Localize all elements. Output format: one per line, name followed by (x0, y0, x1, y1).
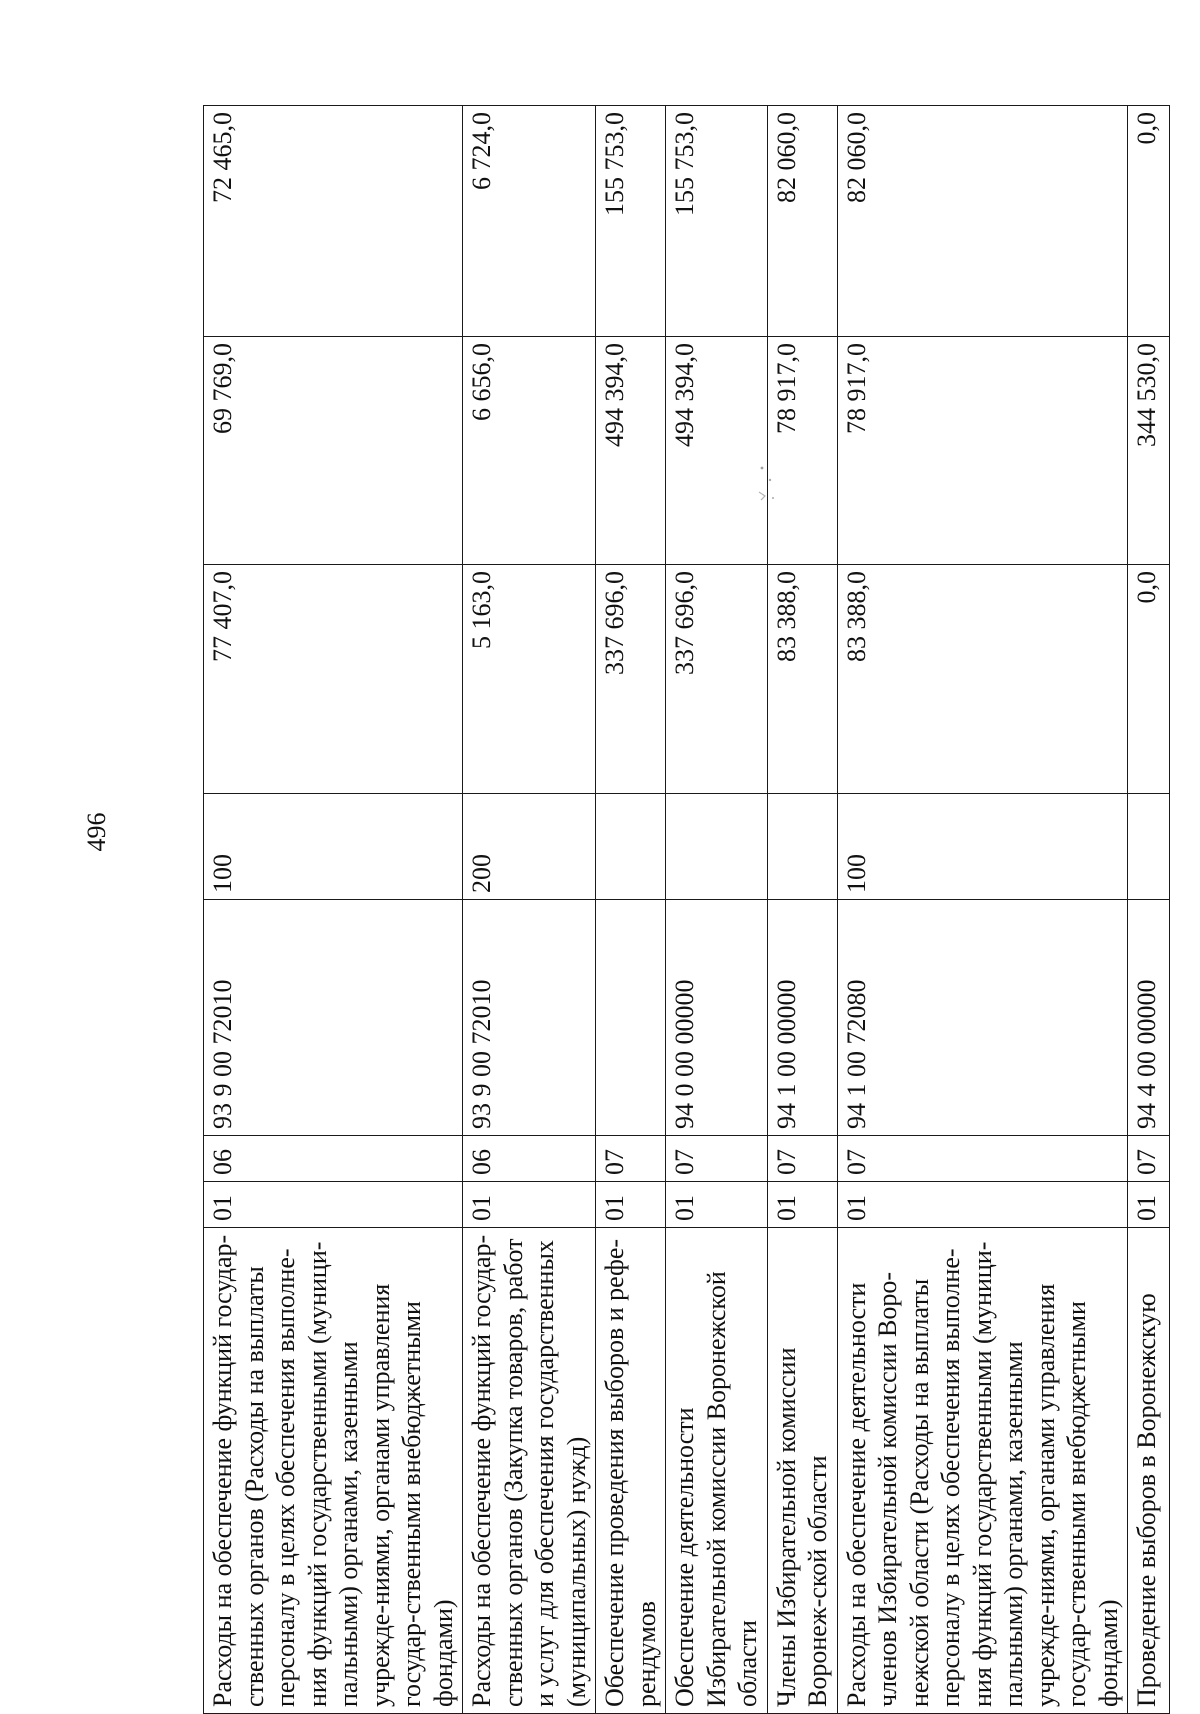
rz-code: 01 (596, 1182, 666, 1228)
amount-1: 83 388,0 (837, 565, 1128, 794)
amount-2: 69 769,0 (204, 337, 463, 565)
table-row (767, 106, 837, 1714)
amount-3: 82 060,0 (837, 106, 1128, 337)
amount-2: 344 530,0 (1128, 337, 1170, 565)
amount-1: 5 163,0 (463, 565, 596, 794)
amount-1: 77 407,0 (204, 565, 463, 794)
row-description: Расходы на обеспечение функций государ-ственных органов (Закупка товаров, работ и услуг для обеспечения государственных (муниципальных) нужд) (463, 1228, 596, 1714)
csr-code: 93 9 00 72010 (463, 900, 596, 1136)
row-description: Обеспечение проведения выборов и рефе-рендумов (596, 1228, 666, 1714)
amount-1: 337 696,0 (666, 565, 768, 794)
table-row (1128, 106, 1170, 1714)
vr-code: 200 (463, 794, 596, 900)
table-row (596, 106, 666, 1714)
amount-1: 83 388,0 (767, 565, 837, 794)
amount-3: 82 060,0 (767, 106, 837, 337)
row-description: Расходы на обеспечение функций государ-ственных органов (Расходы на выплаты персоналу в целях обеспечения выполне-ния функций государственными (муници-пальными) органами, казенными учрежде-ниями, органами управления государ-ственными внебюджетными фондами) (204, 1228, 463, 1714)
vr-code (767, 794, 837, 900)
vr-code (1128, 794, 1170, 900)
budget-table-rotated (203, 106, 1161, 1714)
pr-code: 06 (463, 1136, 596, 1182)
table-row (666, 106, 768, 1714)
amount-3: 6 724,0 (463, 106, 596, 337)
pr-code: 06 (204, 1136, 463, 1182)
row-description: Проведение выборов в Воронежскую (1128, 1228, 1170, 1714)
row-description: Обеспечение деятельности Избирательной комиссии Воронежской области (666, 1228, 768, 1714)
csr-code: 94 0 00 00000 (666, 900, 768, 1136)
csr-code: 94 1 00 00000 (767, 900, 837, 1136)
amount-1: 0,0 (1128, 565, 1170, 794)
budget-table (203, 105, 1170, 1714)
table-row (837, 106, 1128, 1714)
amount-1: 337 696,0 (596, 565, 666, 794)
table-row (463, 106, 596, 1714)
vr-code (596, 794, 666, 900)
vr-code: 100 (837, 794, 1128, 900)
table-row (204, 106, 463, 1714)
amount-3: 72 465,0 (204, 106, 463, 337)
pr-code: 07 (596, 1136, 666, 1182)
pr-code: 07 (767, 1136, 837, 1182)
rz-code: 01 (204, 1182, 463, 1228)
csr-code (596, 900, 666, 1136)
pr-code: 07 (837, 1136, 1128, 1182)
amount-2: 78 917,0 (767, 337, 837, 565)
page-number: 496 (82, 812, 111, 852)
csr-code: 93 9 00 72010 (204, 900, 463, 1136)
rz-code: 01 (837, 1182, 1128, 1228)
amount-3: 155 753,0 (666, 106, 768, 337)
vr-code (666, 794, 768, 900)
scan-speck-mark (756, 462, 778, 504)
amount-2: 78 917,0 (837, 337, 1128, 565)
amount-3: 0,0 (1128, 106, 1170, 337)
rz-code: 01 (463, 1182, 596, 1228)
csr-code: 94 4 00 00000 (1128, 900, 1170, 1136)
amount-2: 6 656,0 (463, 337, 596, 565)
row-description: Расходы на обеспечение деятельности членов Избирательной комиссии Воро-нежской области (Расходы на выплаты персоналу в целях обеспечения выполне-ния функций государственными (муници-пальными) органами, казенными учрежде-ниями, органами управления государ-ственными внебюджетными фондами) (837, 1228, 1128, 1714)
rz-code: 01 (1128, 1182, 1170, 1228)
vr-code: 100 (204, 794, 463, 900)
amount-3: 155 753,0 (596, 106, 666, 337)
row-description: Члены Избирательной комиссии Воронеж-ской области (767, 1228, 837, 1714)
rz-code: 01 (666, 1182, 768, 1228)
amount-2: 494 394,0 (666, 337, 768, 565)
csr-code: 94 1 00 72080 (837, 900, 1128, 1136)
pr-code: 07 (666, 1136, 768, 1182)
amount-2: 494 394,0 (596, 337, 666, 565)
pr-code: 07 (1128, 1136, 1170, 1182)
rz-code: 01 (767, 1182, 837, 1228)
